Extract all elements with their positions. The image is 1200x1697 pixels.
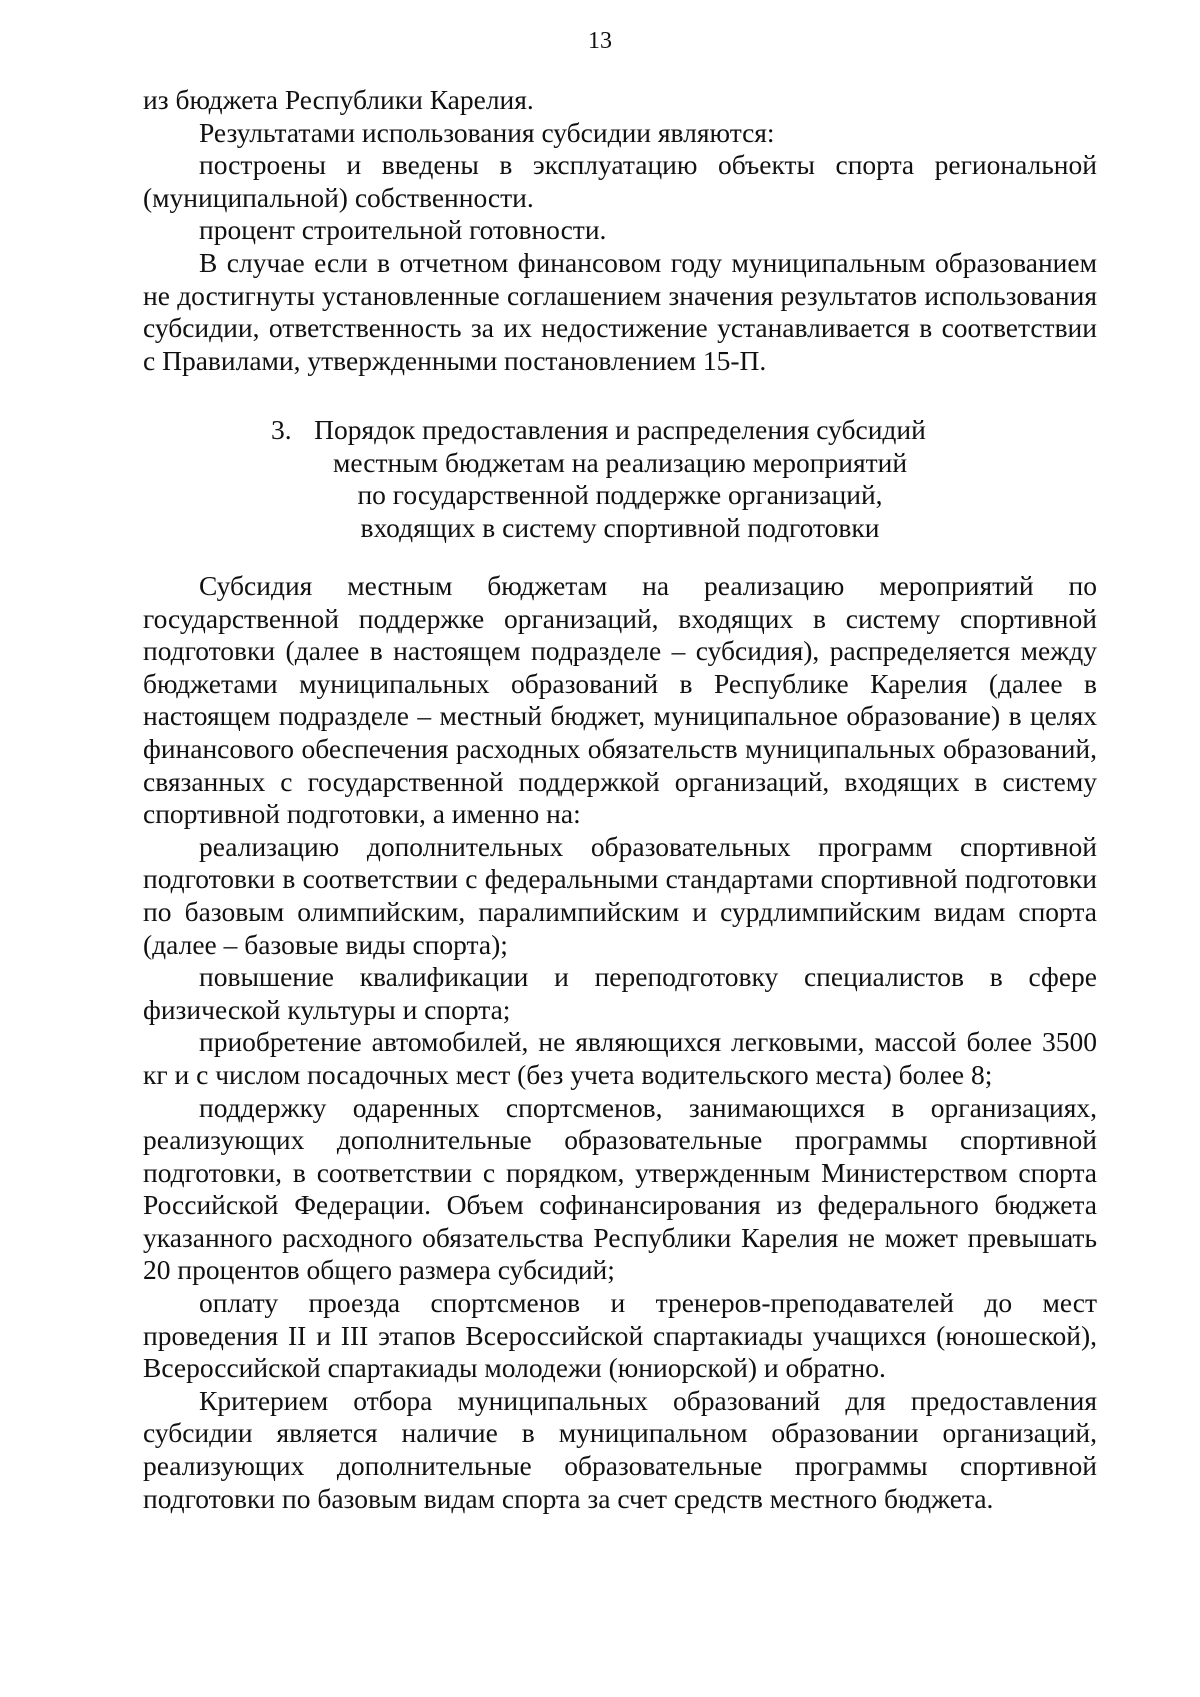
paragraph-results-title: Результатами использования субсидии являются:	[199, 116, 775, 148]
paragraph-vehicles: приобретение автомобилей, не являющихся легковыми, массой более 3500 кг и с числом посадочных мест (без учета водительского места) более 8;	[143, 1026, 1097, 1090]
section-title-line-1: Порядок предоставления и распределения субсидий	[314, 414, 926, 445]
section-title-line-2: местным бюджетам на реализацию мероприятий	[332, 446, 908, 478]
section-title-line-4: входящих в систему спортивной подготовки	[360, 511, 880, 543]
paragraph-programs: реализацию дополнительных образовательных программ спортивной подготовки в соответствии с федеральными стандартами спортивной подготовки по базовым олимпийским, паралимпийским и сурдлимпийским видам спорта (далее – базовые виды спорта);	[143, 830, 1097, 960]
paragraph-responsibility: В случае если в отчетном финансовом году муниципальным образованием не достигнуты установленные соглашением значения результатов использования субсидии, ответственность за их недостижение устанавливается в соответствии с Правилами, утвержденными постановлением 15-П.	[143, 246, 1097, 376]
section-title-line-3: по государственной поддержке организаций,	[357, 479, 883, 511]
paragraph-subsidy-definition: Субсидия местным бюджетам на реализацию мероприятий по государственной поддержке организаций, входящих в систему спортивной подготовки (далее в настоящем подразделе – субсидия), распределяется между бюджетами муниципальных образований в Республике Карелия (далее в настоящем подразделе – местный бюджет, муниципальное образование) в целях финансового обеспечения расходных обязательств муниципальных образований, связанных с государственной поддержкой организаций, входящих в систему спортивной подготовки, а именно на:	[143, 570, 1097, 830]
paragraph-qualification: повышение квалификации и переподготовку специалистов в сфере физической культуры и спорта;	[143, 961, 1097, 1025]
paragraph-budget-tail: из бюджета Республики Карелия.	[143, 84, 534, 115]
paragraph-gifted-athletes: поддержку одаренных спортсменов, занимающихся в организациях, реализующих дополнительные образовательные программы спортивной подготовки, в соответствии с порядком, утвержденным Министерством спорта Российской Федерации. Объем софинансирования из федерального бюджета указанного расходного обязательства Республики Карелия не может превышать 20 процентов общего размера субсидий;	[143, 1091, 1097, 1286]
page-number: 13	[588, 28, 612, 54]
paragraph-built-objects: построены и введены в эксплуатацию объекты спорта региональной (муниципальной) собственности.	[143, 149, 1097, 213]
section-number: 3.	[271, 414, 292, 445]
paragraph-travel-payment: оплату проезда спортсменов и тренеров-преподавателей до мест проведения II и III этапов Всероссийской спартакиады учащихся (юношеской), Всероссийской спартакиады молодежи (юниорской) и обратно.	[143, 1287, 1097, 1384]
top-text-block	[143, 84, 1097, 377]
section-body	[143, 570, 1097, 1515]
paragraph-selection-criterion: Критерием отбора муниципальных образований для предоставления субсидии является наличие в муниципальном образовании организаций, реализующих дополнительные образовательные программы спортивной подготовки по базовым видам спорта за счет средств местного бюджета.	[143, 1384, 1097, 1514]
section-heading	[143, 414, 1097, 544]
paragraph-readiness-percent: процент строительной готовности.	[199, 214, 607, 246]
